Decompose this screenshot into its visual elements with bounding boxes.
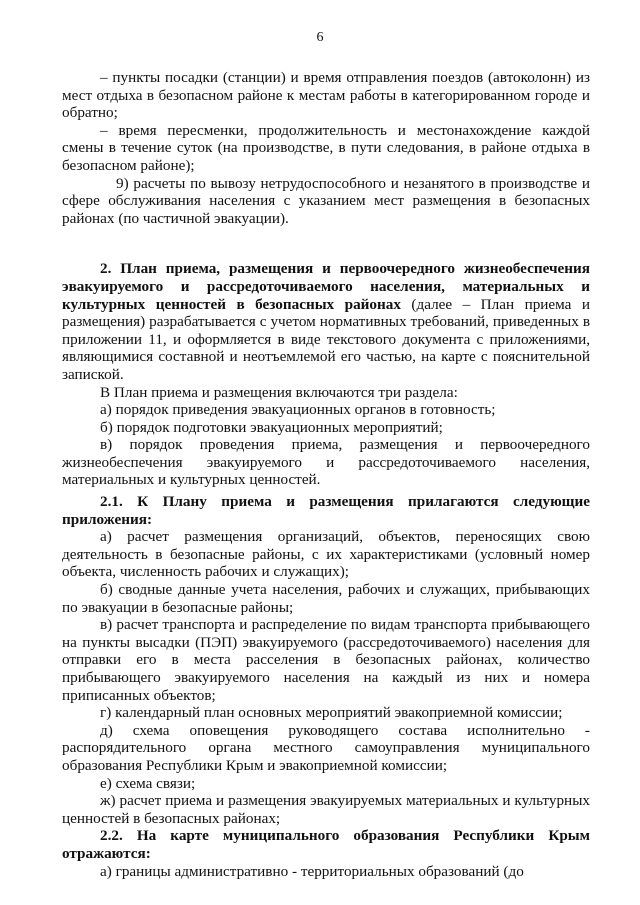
appendix-item-a: а) расчет размещения организаций, объектов, переносящих свою деятельность в безопасные районы, с их характеристиками (условный номер объекта, численность рабочих и служащих); [62,528,590,581]
appendix-item-e: е) схема связи; [100,774,196,792]
page-number: 6 [316,30,324,45]
section-2-heading-rest: (далее – План приема и размещения) разрабатывается с учетом нормативных требований, приведенных в приложении 11, и оформляется в виде текстового документа с приложениями, являющимися составной и неотъемлемой его частью, на карте с пояснительной запиской. [62,295,591,383]
appendix-item-v: в) расчет транспорта и распределение по видам транспорта прибывающего на пункты высадки (ПЭП) эвакуируемого (рассредоточиваемого) населения для отправки его в места расселения в безопасных районах, количество прибывающего эвакуируемого населения на каждый из них и номера приписанных объектов; [62,616,590,704]
appendix-item-g: г) календарный план основных мероприятий эвакоприемной комиссии; [100,704,563,722]
appendix-item-b: б) сводные данные учета населения, рабочих и служащих, прибывающих по эвакуации в безопасные районы; [62,581,590,616]
section-gap [62,227,590,260]
paragraph-shift: – время пересменки, продолжительность и местонахождение каждой смены в течение суток (на производстве, в пути следования, в районе отдыха в безопасном районе); [62,121,590,174]
appendix-item-d: д) схема оповещения руководящего состава исполнительно - распорядительного органа местного самоуправления муниципального образования Республики Крым и эвакоприемной комиссии; [62,721,590,774]
section-2-heading [62,260,590,383]
section-2-intro: В План приема и размещения включаются три раздела: [100,383,458,401]
section-2-heading-bold: 2. План приема, размещения и первоочередного жизнеобеспечения эвакуируемого и рассредоточиваемого населения, материальных и культурных ценностей в безопасных районах [62,260,590,313]
section-2-item-a: а) порядок приведения эвакуационных органов в готовность; [100,401,496,419]
map-item-a: а) границы административно - территориальных образований (до [100,862,524,880]
paragraph-stations: – пункты посадки (станции) и время отправления поездов (автоколонн) из мест отдыха в безопасном районе к местам работы в категорированном городе и обратно; [62,69,590,122]
section-2-item-v: в) порядок проведения приема, размещения и первоочередного жизнеобеспечения эвакуируемого и рассредоточиваемого населения, материальных и культурных ценностей. [62,436,590,489]
paragraph-item-9: 9) расчеты по вывозу нетрудоспособного и незанятого в производстве и сфере обслуживания населения с указанием мест размещения в безопасных районах (по частичной эвакуации). [62,174,590,227]
section-2-1-heading: 2.1. К Плану приема и размещения прилагаются следующие приложения: [62,493,590,528]
section-2-item-b: б) порядок подготовки эвакуационных мероприятий; [100,418,443,436]
section-2-2-heading: 2.2. На карте муниципального образования Республики Крым отражаются: [62,827,590,862]
appendix-item-zh: ж) расчет приема и размещения эвакуируемых материальных и культурных ценностей в безопасных районах; [62,792,590,827]
document-body [62,69,590,880]
